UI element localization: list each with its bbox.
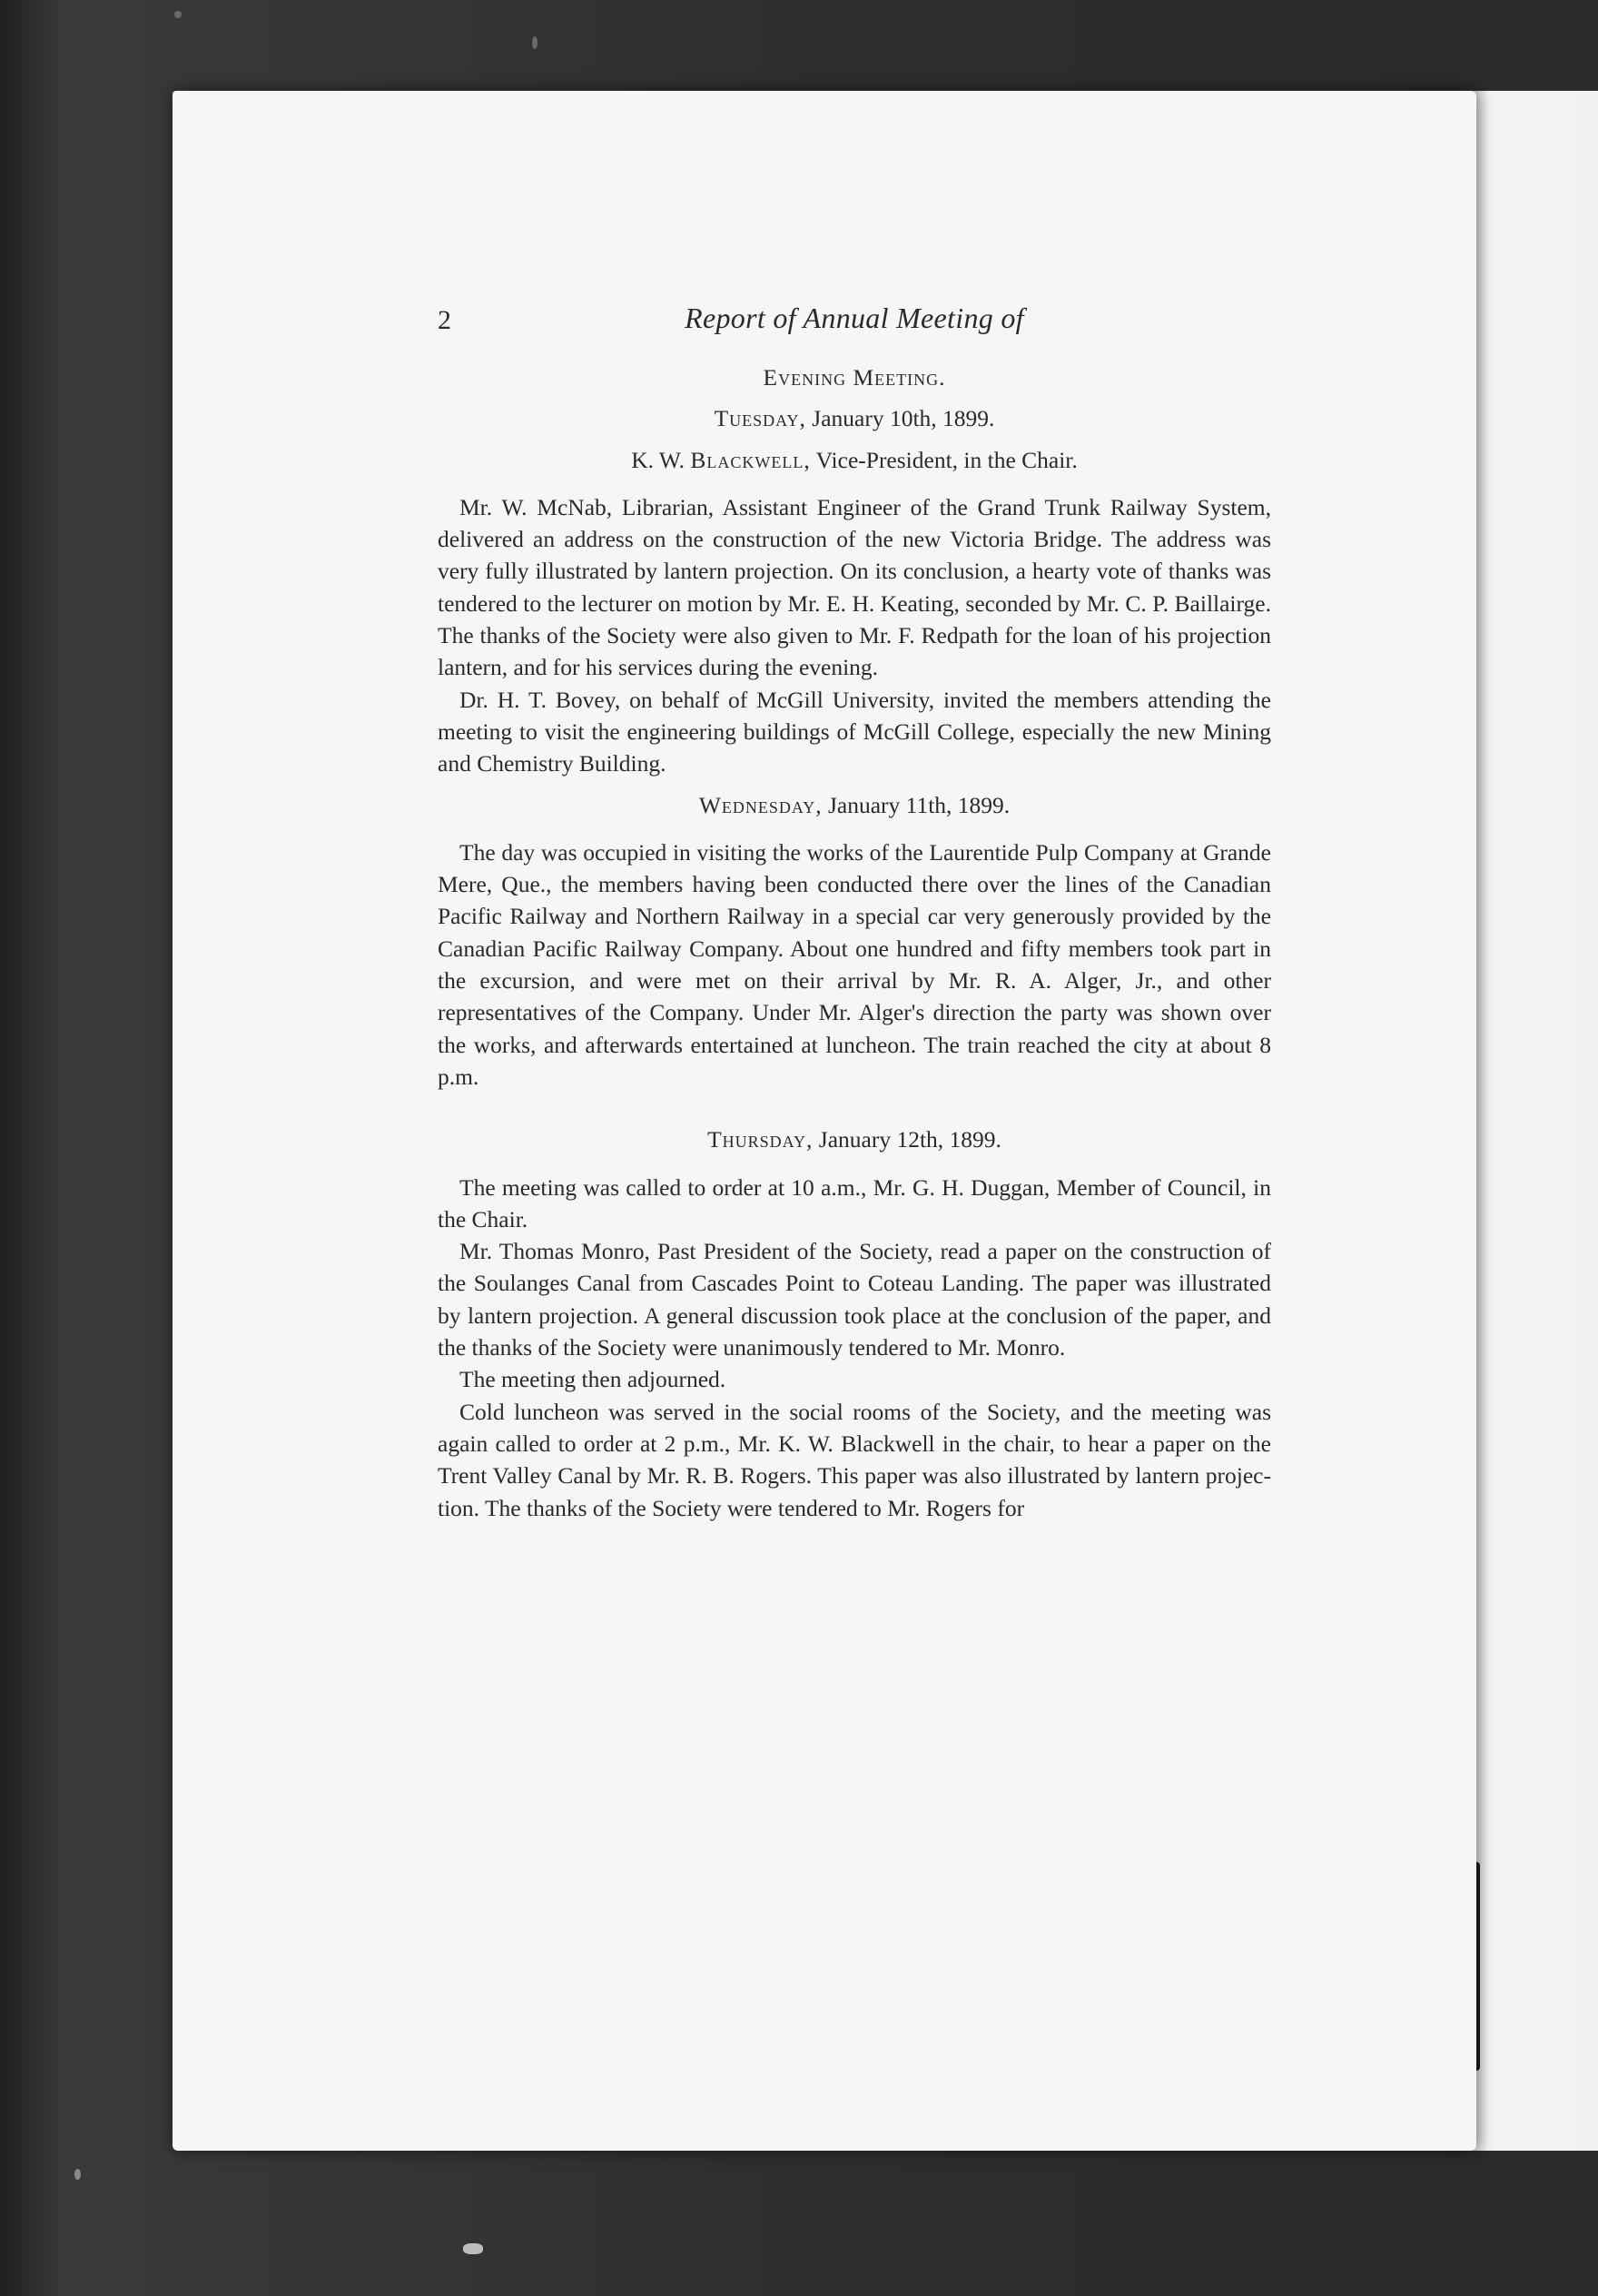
thursday-paragraph: The meeting was called to order at 10 a.m., Mr. G. H. Duggan, Member of Council, in the Chair. — [438, 1173, 1271, 1232]
chair-line — [438, 444, 1271, 476]
thursday-paragraph: Mr. Thomas Monro, Past President of the Society, read a paper on the construction of the Soulanges Canal from Cascades Point to Coteau Landing. The paper was illustrated by lantern projection. A general discussion took place at the conclusion of the paper, and the thanks of the Society were unanimously tendered to Mr. Monro. — [438, 1238, 1271, 1361]
chair-surname: Blackwell, — [690, 446, 811, 473]
thursday-paragraph: Cold luncheon was served in the social rooms of the Society, and the meeting was again called to order at 2 p.m., Mr. K. W. Blackwell in the chair, to hear a paper on the Trent Valley Canal by Mr. R. B. Rogers. This paper was also illustrated by lantern projection. The thanks of the Society were tendered to Mr. Rogers for — [438, 1398, 1271, 1521]
evening-paragraph: Dr. H. T. Bovey, on behalf of McGill University, invited the members attending the meeting to visit the engineering buildings of McGill College, especially the new Mining and Chemistry Building. — [438, 686, 1271, 777]
thursday-date: January 12th, 1899. — [813, 1126, 1001, 1153]
tuesday-date-line — [438, 402, 1271, 434]
wednesday-label: Wednesday, — [698, 791, 823, 818]
tuesday-date: January 10th, 1899. — [805, 405, 995, 432]
wednesday-date-line — [438, 789, 1271, 821]
wednesday-paragraph: The day was occupied in visiting the works of the Laurentide Pulp Company at Grande Mere, Que., the members having been conducted there over the lines of the Canadian Pacific Railway and Northern Railway in a special car very generously provided by the Canadian Pacific Railway Company. About one hundred and fifty members took part in the excursion, and were met on their arrival by Mr. R. A. Alger, Jr., and other representatives of the Company. Under Mr. Alger's direction the party was shown over the works, and afterwards entertained at luncheon. The train reached the city at about 8 p.m. — [438, 838, 1271, 1090]
page-number: 2 — [438, 305, 451, 335]
evening-paragraph: Mr. W. McNab, Librarian, Assistant Engineer of the Grand Trunk Railway System, delivered an address on the construction of the new Victoria Bridge. The address was very fully illustrated by lantern projection. On its conclusion, a hearty vote of thanks was tendered to the lecturer on motion by Mr. E. H. Keating, seconded by Mr. C. P. Baillairge. The thanks of the Society were also given to Mr. F. Redpath for the loan of his projection lantern, and for his services during the evening. — [438, 493, 1271, 681]
page-header — [438, 295, 1271, 346]
dust-speck — [74, 2169, 81, 2180]
facing-page-edge — [1475, 91, 1598, 2151]
chair-role: Vice-President, in the Chair. — [810, 446, 1078, 473]
thursday-date-line — [438, 1123, 1271, 1155]
chair-initials: K. W. — [631, 446, 691, 473]
dust-speck — [463, 2243, 483, 2254]
page-text-block — [438, 295, 1271, 1524]
evening-meeting-heading: Evening Meeting. — [763, 364, 946, 391]
tuesday-label: Tuesday, — [714, 405, 806, 432]
dust-speck — [532, 36, 538, 49]
thursday-paragraph: The meeting then adjourned. — [459, 1366, 726, 1393]
dust-speck — [174, 11, 182, 18]
thursday-label: Thursday, — [707, 1126, 814, 1153]
running-title: Report of Annual Meeting of — [685, 302, 1024, 334]
wednesday-date: January 11th, 1899. — [822, 791, 1011, 818]
